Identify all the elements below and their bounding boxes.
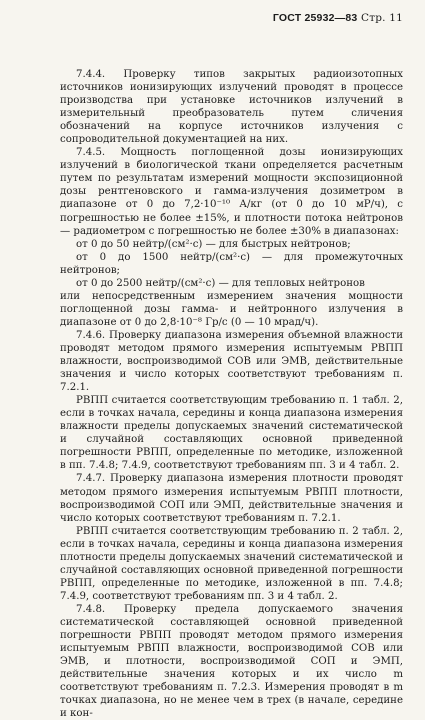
range-thermal-neutrons: от 0 до 2500 нейтр/(см²·с) — для тепловых нейтронов xyxy=(76,277,365,289)
paragraph-7-4-4: 7.4.4. Проверку типов закрытых радиоизотопных источников ионизирующих излучений проводят в процессе производства при установке источников излучений в измерительный преобразователь путем сличения обозначений на корпусе источников излучения с сопроводительной документацией на них. xyxy=(60,69,403,146)
paragraph-7-4-6: 7.4.6. Проверку диапазона измерения объемной влажности проводят методом прямого измерения испытуемым РВПП влажности, воспроизводимой СОВ или ЭМВ, действительные значения и число которых соответствуют требованиям п. 7.2.1. xyxy=(60,329,403,394)
document-body xyxy=(60,68,403,720)
standard-number: ГОСТ 25932—83 xyxy=(272,12,358,24)
range-intermediate-neutrons: от 0 до 1500 нейтр/(см²·с) — для промежуточных нейтронов; xyxy=(60,251,403,276)
page-number: Стр. 11 xyxy=(360,12,403,24)
paragraph-7-4-7: 7.4.7. Проверку диапазона измерения плотности проводят методом прямого измерения испытуемым РВПП плотности, воспроизводимой СОП или ЭМП, действительные значения и число которых соответствуют требованиям п. 7.2.1. xyxy=(60,473,403,524)
range-fast-neutrons: от 0 до 50 нейтр/(см²·с) — для быстрых нейтронов; xyxy=(76,238,351,250)
paragraph-rvpp-humidity: РВПП считается соответствующим требованию п. 1 табл. 2, если в точках начала, середины и конца диапазона измерения влажности пределы допускаемых значений систематической и случайной составляющих основной приведенной погрешности РВПП, определенные по методике, изложенной в пп. 7.4.8; 7.4.9, соответствуют требованиям пп. 3 и 4 табл. 2. xyxy=(60,395,403,472)
paragraph-dose-measurement: или непосредственным измерением значения мощности поглощенной дозы гамма- и нейтронного излучения в диапазоне от 0 до 2,8·10⁻⁸ Гр/с (0 — 10 мрад/ч). xyxy=(60,290,403,328)
paragraph-rvpp-density: РВПП считается соответствующим требованию п. 2 табл. 2, если в точках начала, середины и конца диапазона измерения плотности пределы допускаемых значений систематической и случайной составляющих основной приведенной погрешности РВПП, определенные по методике, изложенной в пп. 7.4.8; 7.4.9, соответствуют требованиям пп. 3 и 4 табл. 2. xyxy=(60,525,403,602)
page-header xyxy=(273,12,403,24)
paragraph-7-4-8: 7.4.8. Проверку предела допускаемого значения систематической составляющей основной приведенной погрешности РВПП проводят методом прямого измерения испытуемым РВПП влажности, воспроизводимой СОВ или ЭМВ, и плотности, воспроизводимой СОП и ЭМП, действительные значения которых и их число m соответствуют требованиям п. 7.2.3. Измерения проводят в m точках диапазона, но не менее чем в трех (в начале, середине и кон- xyxy=(60,603,403,720)
paragraph-7-4-5: 7.4.5. Мощность поглощенной дозы ионизирующих излучений в биологической ткани определяется расчетным путем по результатам измерений мощности экспозиционной дозы рентгеновского и гамма-излучения дозиметром в диапазоне от 0 до 7,2·10⁻¹⁰ А/кг (от 0 до 10 мР/ч), с погрешностью не более ±15%, и плотности потока нейтронов — радиометром с погрешностью не более ±30% в диапазонах: xyxy=(60,147,403,237)
